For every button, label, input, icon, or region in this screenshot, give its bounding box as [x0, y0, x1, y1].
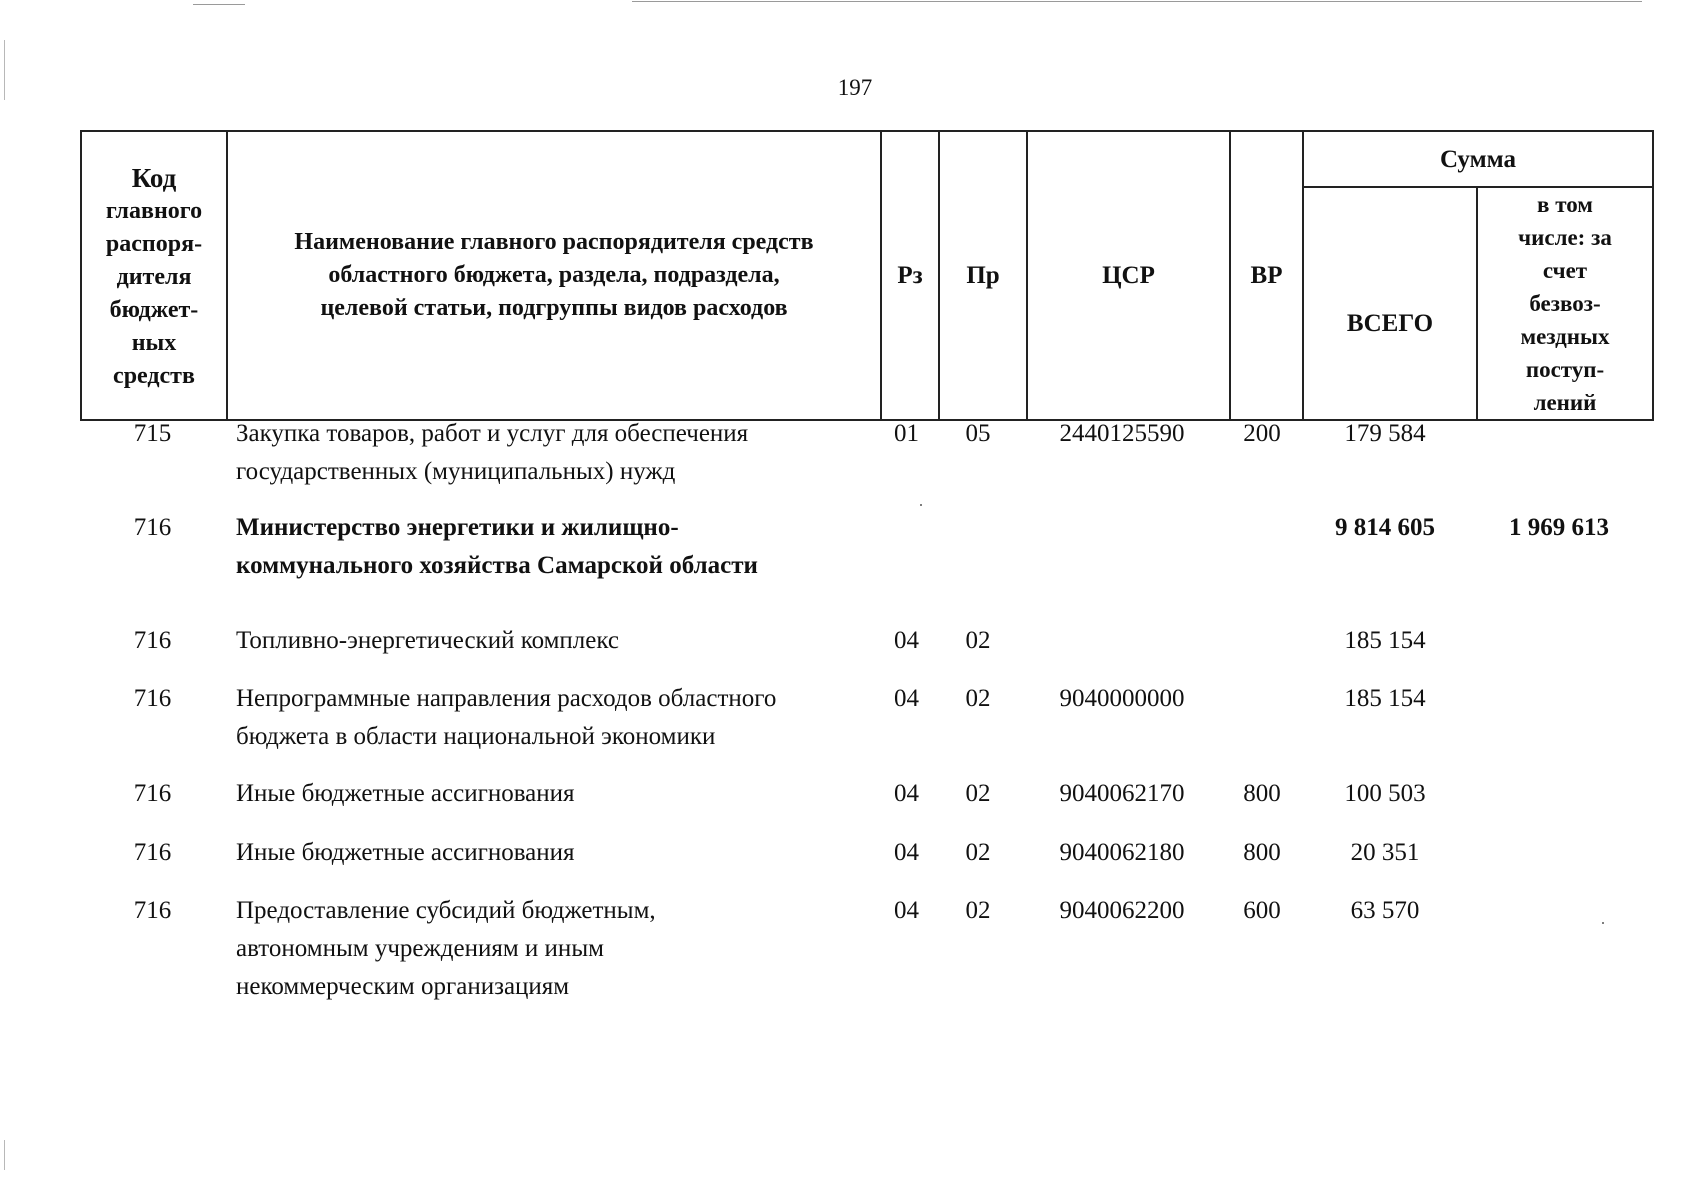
- header-including-line: поступ-: [1525, 357, 1605, 382]
- row-total: 63 570: [1350, 897, 1420, 924]
- row-vr: 600: [1243, 897, 1281, 924]
- row-total: 9 814 605: [1335, 514, 1435, 541]
- row-rz: 04: [894, 780, 919, 807]
- row-csr: 9040062180: [1059, 839, 1185, 866]
- header-code-line: Код: [131, 163, 177, 193]
- row-vr: 200: [1243, 420, 1281, 447]
- row-rz: 04: [894, 685, 919, 712]
- row-name-line: некоммерческим организациям: [236, 973, 570, 1000]
- row-name: [236, 509, 876, 585]
- row-total: 185 154: [1344, 627, 1426, 654]
- row-name-line: Министерство энергетики и жилищно-: [236, 514, 679, 541]
- row-name: [236, 622, 876, 660]
- row-pr: 05: [965, 420, 991, 447]
- header-including-line: лений: [1533, 390, 1597, 415]
- row-code: 716: [133, 897, 172, 924]
- header-csr: ЦСР: [1027, 131, 1230, 420]
- row-code: 716: [133, 839, 172, 866]
- header-code-line: распоря-: [105, 231, 203, 257]
- row-name: [236, 775, 876, 813]
- header-code-line: средств: [113, 363, 195, 389]
- row-rz: 04: [894, 627, 919, 654]
- row-code: 716: [133, 685, 172, 712]
- row-total: 100 503: [1344, 780, 1426, 807]
- row-vr: 800: [1243, 780, 1281, 807]
- row-name-line: Предоставление субсидий бюджетным,: [236, 897, 656, 924]
- scan-speck: [1602, 922, 1604, 924]
- row-name-line: автономным учреждениям и иным: [236, 935, 604, 962]
- row-pr: 02: [965, 627, 991, 654]
- row-name-line: Непрограммные направления расходов областного: [236, 685, 777, 712]
- header-including-line: мездных: [1520, 324, 1610, 349]
- row-csr: 9040062170: [1059, 780, 1185, 807]
- row-total: 179 584: [1344, 420, 1426, 447]
- header-pr: Пр: [939, 131, 1027, 420]
- row-name-line: Иные бюджетные ассигнования: [236, 839, 575, 866]
- row-pr: 02: [965, 897, 991, 924]
- header-including-line: в том: [1537, 192, 1593, 217]
- header-code-line: главного: [105, 198, 203, 224]
- scan-edge-mark: [4, 40, 5, 100]
- row-name-line: Закупка товаров, работ и услуг для обеспечения: [236, 420, 749, 447]
- row-total: 20 351: [1350, 839, 1420, 866]
- row-name: [236, 892, 876, 1006]
- scan-edge-mark: [4, 1140, 5, 1170]
- header-total: ВСЕГО: [1303, 187, 1477, 420]
- row-name: [236, 834, 876, 872]
- row-pr: 02: [965, 839, 991, 866]
- row-name-line: Топливно-энергетический комплекс: [236, 627, 619, 654]
- row-code: 715: [133, 420, 172, 447]
- row-rz: 04: [894, 897, 919, 924]
- header-code-line: ных: [131, 330, 177, 356]
- row-name: [236, 680, 876, 756]
- row-code: 716: [133, 514, 172, 541]
- row-csr: 9040062200: [1059, 897, 1185, 924]
- header-including-line: числе: за: [1518, 225, 1612, 250]
- row-name-line: Иные бюджетные ассигнования: [236, 780, 575, 807]
- row-total: 185 154: [1344, 685, 1426, 712]
- page-number: 197: [837, 75, 873, 100]
- header-rz: Рз: [881, 131, 939, 420]
- scan-artifact-line: [193, 4, 245, 5]
- header-including-line: счет: [1542, 258, 1588, 283]
- scan-artifact-line: [632, 1, 1642, 2]
- row-rz: 01: [894, 420, 919, 447]
- row-name-line: коммунального хозяйства Самарской области: [236, 552, 758, 579]
- row-name-line: бюджета в области национальной экономики: [236, 723, 716, 750]
- row-csr: 2440125590: [1059, 420, 1185, 447]
- row-name: [236, 415, 876, 491]
- row-pr: 02: [965, 685, 991, 712]
- header-name-line: областного бюджета, раздела, подраздела,: [328, 262, 780, 288]
- row-pr: 02: [965, 780, 991, 807]
- header-vr: ВР: [1230, 131, 1303, 420]
- header-including-line: безвоз-: [1529, 291, 1601, 316]
- row-rz: 04: [894, 839, 919, 866]
- row-code: 716: [133, 780, 172, 807]
- row-name-line: государственных (муниципальных) нужд: [236, 458, 676, 485]
- row-csr: 9040000000: [1059, 685, 1185, 712]
- header-including: [1477, 187, 1653, 420]
- row-code: 716: [133, 627, 172, 654]
- header-name-line: целевой статьи, подгруппы видов расходов: [320, 295, 788, 321]
- row-vr: 800: [1243, 839, 1281, 866]
- header-sum: Сумма: [1303, 131, 1653, 187]
- header-code: [81, 131, 227, 420]
- header-code-line: бюджет-: [109, 297, 199, 323]
- header-code-line: дителя: [116, 264, 192, 290]
- header-name: [227, 131, 881, 420]
- header-name-line: Наименование главного распорядителя средств: [294, 229, 814, 255]
- table-header: [80, 130, 1654, 421]
- scan-speck: [920, 504, 922, 506]
- row-gratis: 1 969 613: [1509, 514, 1609, 541]
